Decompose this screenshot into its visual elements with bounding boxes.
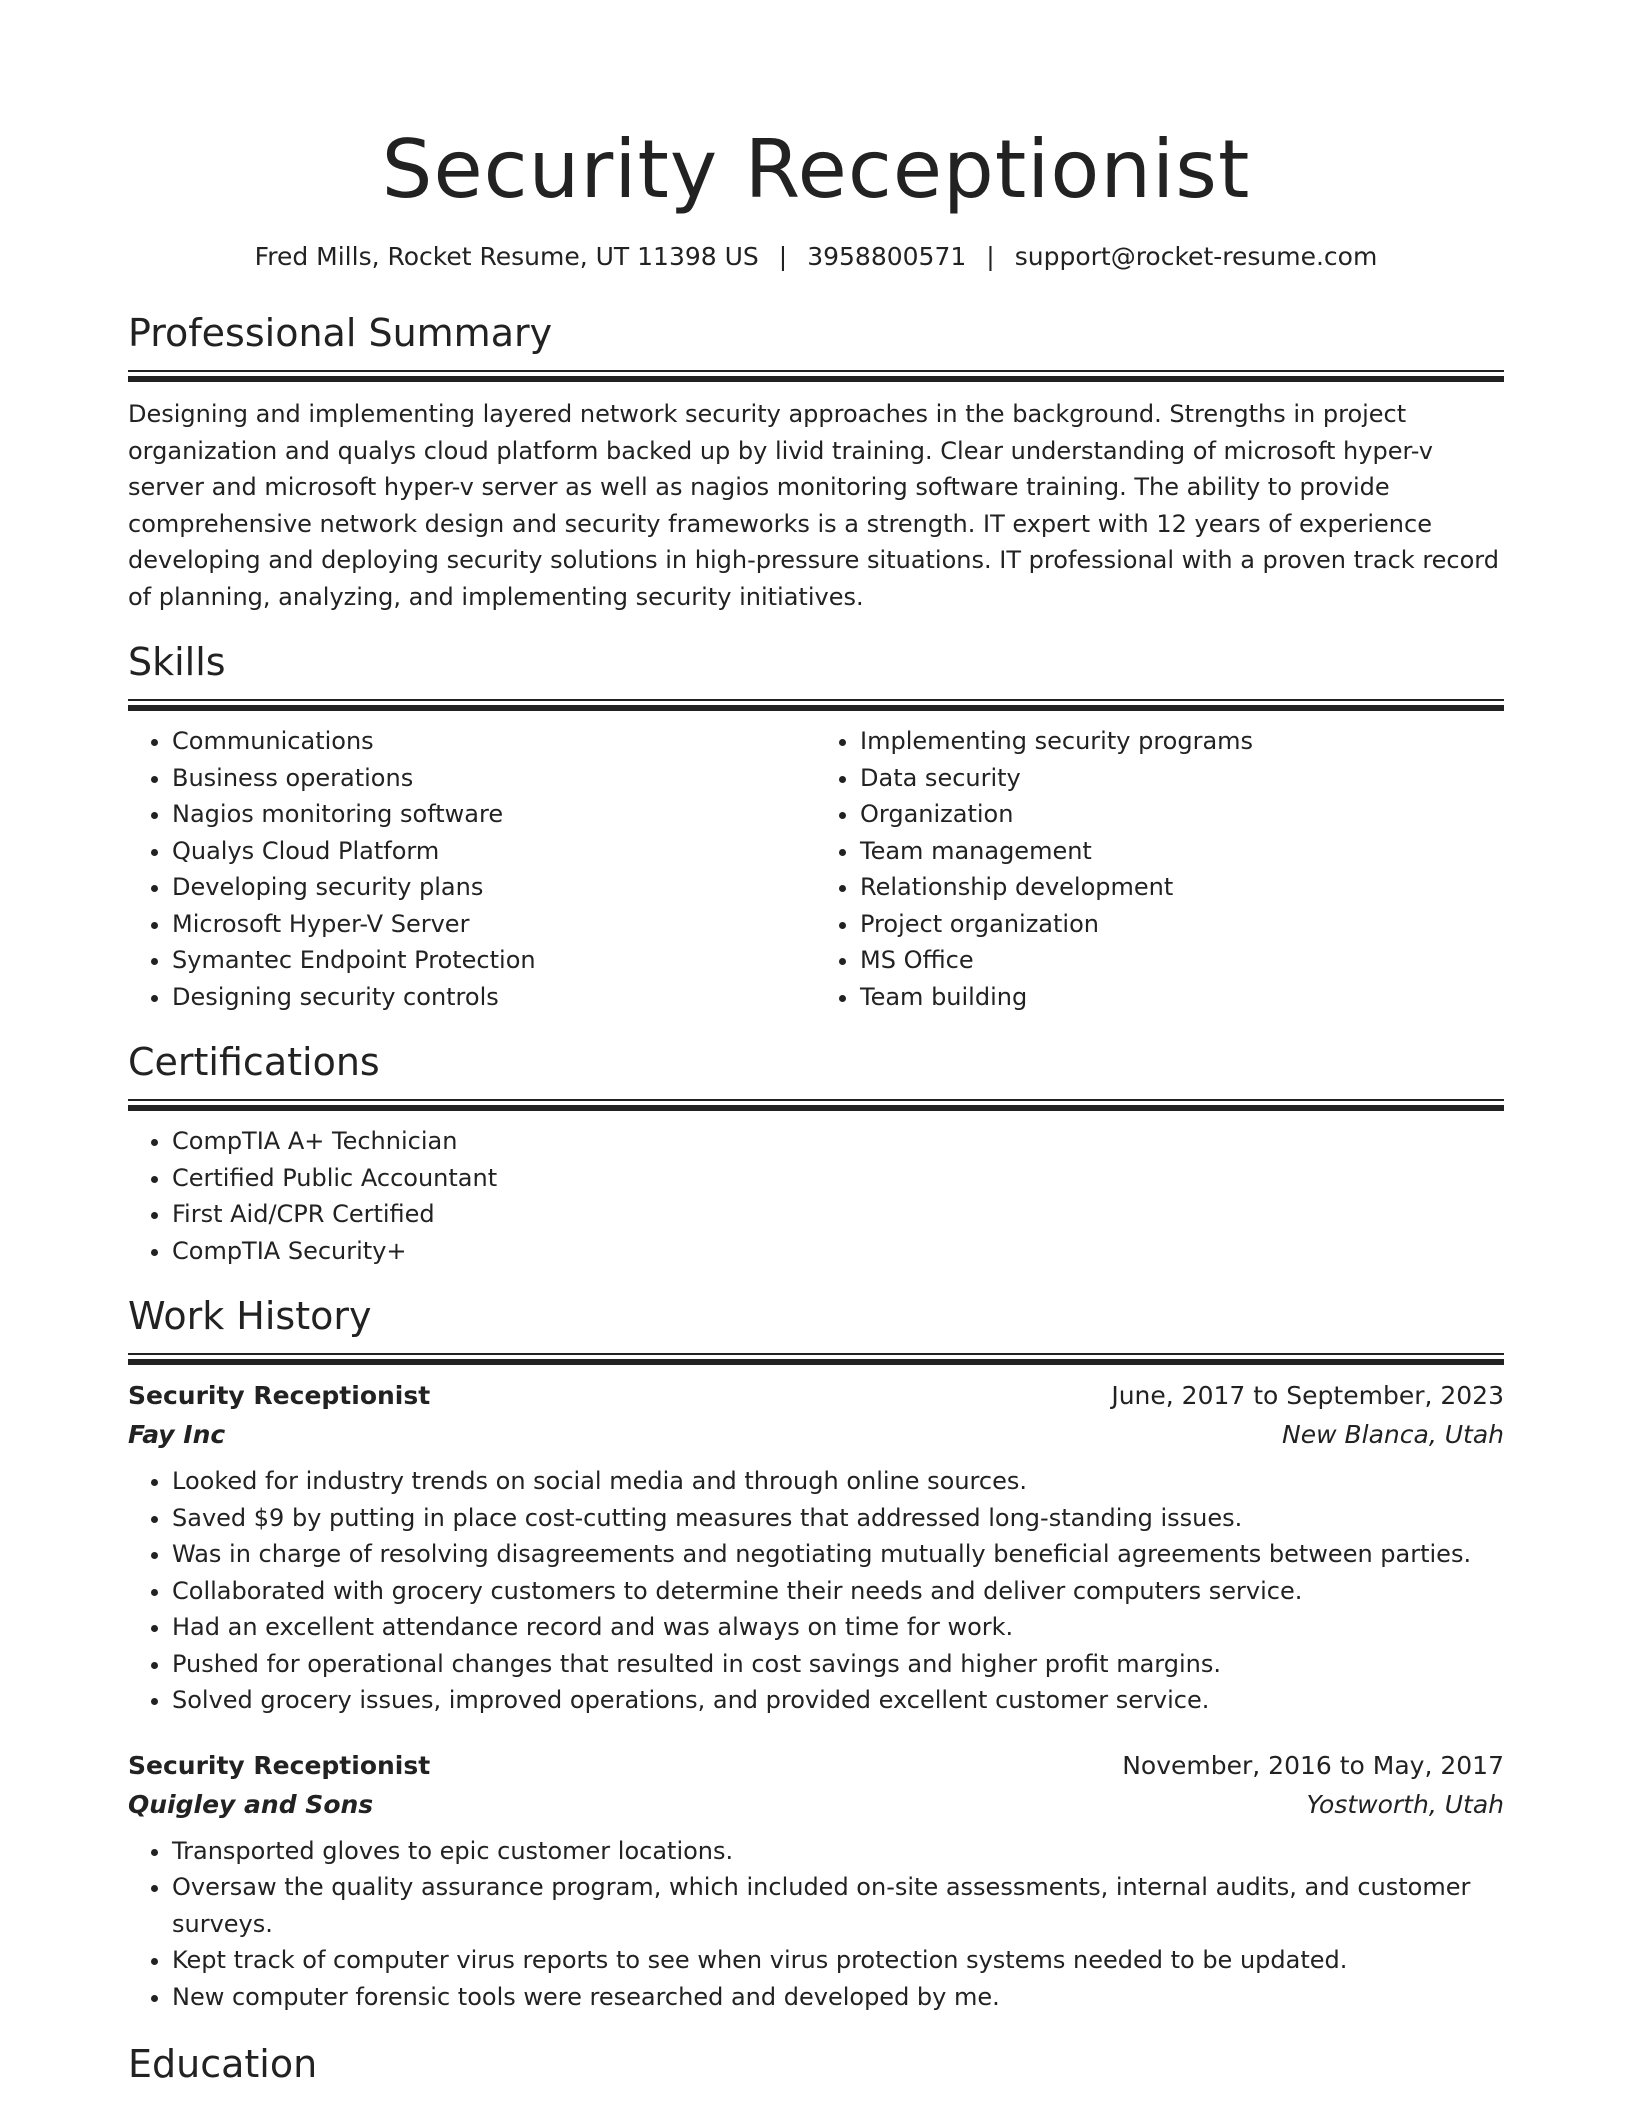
- contact-email: support@rocket-resume.com: [1014, 242, 1378, 271]
- job-entry: [128, 1747, 1504, 2016]
- certifications-list: [128, 1123, 1504, 1269]
- skill-item: • Implementing security programs: [860, 723, 1504, 760]
- skills-list-left: [128, 723, 816, 1015]
- skill-item: • Team management: [860, 833, 1504, 870]
- skill-item: • Data security: [860, 760, 1504, 797]
- section-heading-summary: Professional Summary: [128, 311, 553, 355]
- job-entry: [128, 1377, 1504, 1719]
- job-bullet: • Pushed for operational changes that resulted in cost savings and higher profit margins.: [172, 1646, 1504, 1683]
- skill-item: • Relationship development: [860, 869, 1504, 906]
- job-bullet: • Solved grocery issues, improved operations, and provided excellent customer service.: [172, 1682, 1504, 1719]
- job-dates: November, 2016 to May, 2017: [1122, 1750, 1504, 1780]
- contact-separator: |: [986, 242, 995, 271]
- job-header: [128, 1377, 1504, 1415]
- job-bullets: [128, 1833, 1504, 2016]
- skill-item: • Qualys Cloud Platform: [172, 833, 816, 870]
- job-bullet: • Oversaw the quality assurance program, which included on-site assessments, internal audits, and customer surveys.: [172, 1869, 1504, 1942]
- job-bullet: • Saved $9 by putting in place cost-cutting measures that addressed long-standing issues.: [172, 1500, 1504, 1537]
- section-heading-work-history: Work History: [128, 1294, 372, 1338]
- job-bullet: • Collaborated with grocery customers to determine their needs and deliver computers service.: [172, 1573, 1504, 1610]
- skill-item: • MS Office: [860, 942, 1504, 979]
- job-title: Security Receptionist: [128, 1750, 431, 1780]
- section-heading-skills: Skills: [128, 640, 226, 684]
- job-title: Security Receptionist: [128, 1381, 431, 1410]
- certification-item: • Certified Public Accountant: [172, 1160, 1504, 1197]
- job-bullets: [128, 1463, 1504, 1719]
- skills-list-right: [816, 723, 1504, 1015]
- skill-item: • Symantec Endpoint Protection: [172, 942, 816, 979]
- contact-phone: 3958800571: [807, 242, 967, 271]
- certification-item: • First Aid/CPR Certified: [172, 1196, 1504, 1233]
- contact-separator: |: [778, 242, 788, 271]
- section-heading-certifications: Certifications: [128, 1040, 380, 1084]
- contact-line: [128, 240, 1504, 274]
- section-heading-education: Education: [128, 2042, 318, 2086]
- job-company: Fay Inc: [128, 1420, 226, 1449]
- section-divider: [128, 1353, 1504, 1365]
- certification-item: • CompTIA Security+: [172, 1233, 1504, 1270]
- job-location: Yostworth, Utah: [1306, 1789, 1504, 1819]
- job-company: Quigley and Sons: [128, 1789, 374, 1819]
- job-dates: June, 2017 to September, 2023: [1111, 1381, 1504, 1410]
- job-bullet: • Was in charge of resolving disagreements and negotiating mutually beneficial agreements between parties.: [172, 1536, 1504, 1573]
- job-bullet: • New computer forensic tools were researched and developed by me.: [172, 1979, 1504, 2016]
- skill-item: • Business operations: [172, 760, 816, 797]
- job-bullet: • Transported gloves to epic customer locations.: [172, 1833, 1504, 1870]
- section-divider: [128, 370, 1504, 382]
- skill-item: • Nagios monitoring software: [172, 796, 816, 833]
- section-divider: [128, 699, 1504, 711]
- job-subheader: [128, 1415, 1504, 1455]
- skill-item: • Microsoft Hyper-V Server: [172, 906, 816, 943]
- skills-section: [128, 639, 1504, 1015]
- skill-item: • Project organization: [860, 906, 1504, 943]
- certifications-section: [128, 1039, 1504, 1269]
- job-bullet: • Had an excellent attendance record and was always on time for work.: [172, 1609, 1504, 1646]
- education-section: [128, 2041, 1504, 2087]
- work-history-section: [128, 1293, 1504, 2015]
- section-divider: [128, 1099, 1504, 1111]
- job-header: [128, 1747, 1504, 1785]
- summary-section: [128, 310, 1504, 615]
- job-location: New Blanca, Utah: [1282, 1420, 1504, 1449]
- job-subheader: [128, 1785, 1504, 1825]
- summary-text: Designing and implementing layered network security approaches in the background. Strengths in project organization and qualys cloud platform backed up by livid training. Clear understanding of microsoft hyper-v server and microsoft hyper-v server as well as nagios monitoring software training. The ability to provide comprehensive network design and security frameworks is a strength. IT expert with 12 years of experience developing and deploying security solutions in high-pressure situations. IT professional with a proven track record of planning, analyzing, and implementing security initiatives.: [128, 400, 1499, 611]
- skill-item: • Designing security controls: [172, 979, 816, 1016]
- skill-item: • Team building: [860, 979, 1504, 1016]
- job-bullet: • Looked for industry trends on social media and through online sources.: [172, 1463, 1504, 1500]
- skill-item: • Organization: [860, 796, 1504, 833]
- job-bullet: • Kept track of computer virus reports to see when virus protection systems needed to be updated.: [172, 1942, 1504, 1979]
- certification-item: • CompTIA A+ Technician: [172, 1123, 1504, 1160]
- skill-item: • Developing security plans: [172, 869, 816, 906]
- skills-grid: [128, 711, 1504, 1015]
- contact-address: Fred Mills, Rocket Resume, UT 11398 US: [254, 242, 759, 271]
- skill-item: • Communications: [172, 723, 816, 760]
- resume-title: Security Receptionist: [381, 123, 1251, 216]
